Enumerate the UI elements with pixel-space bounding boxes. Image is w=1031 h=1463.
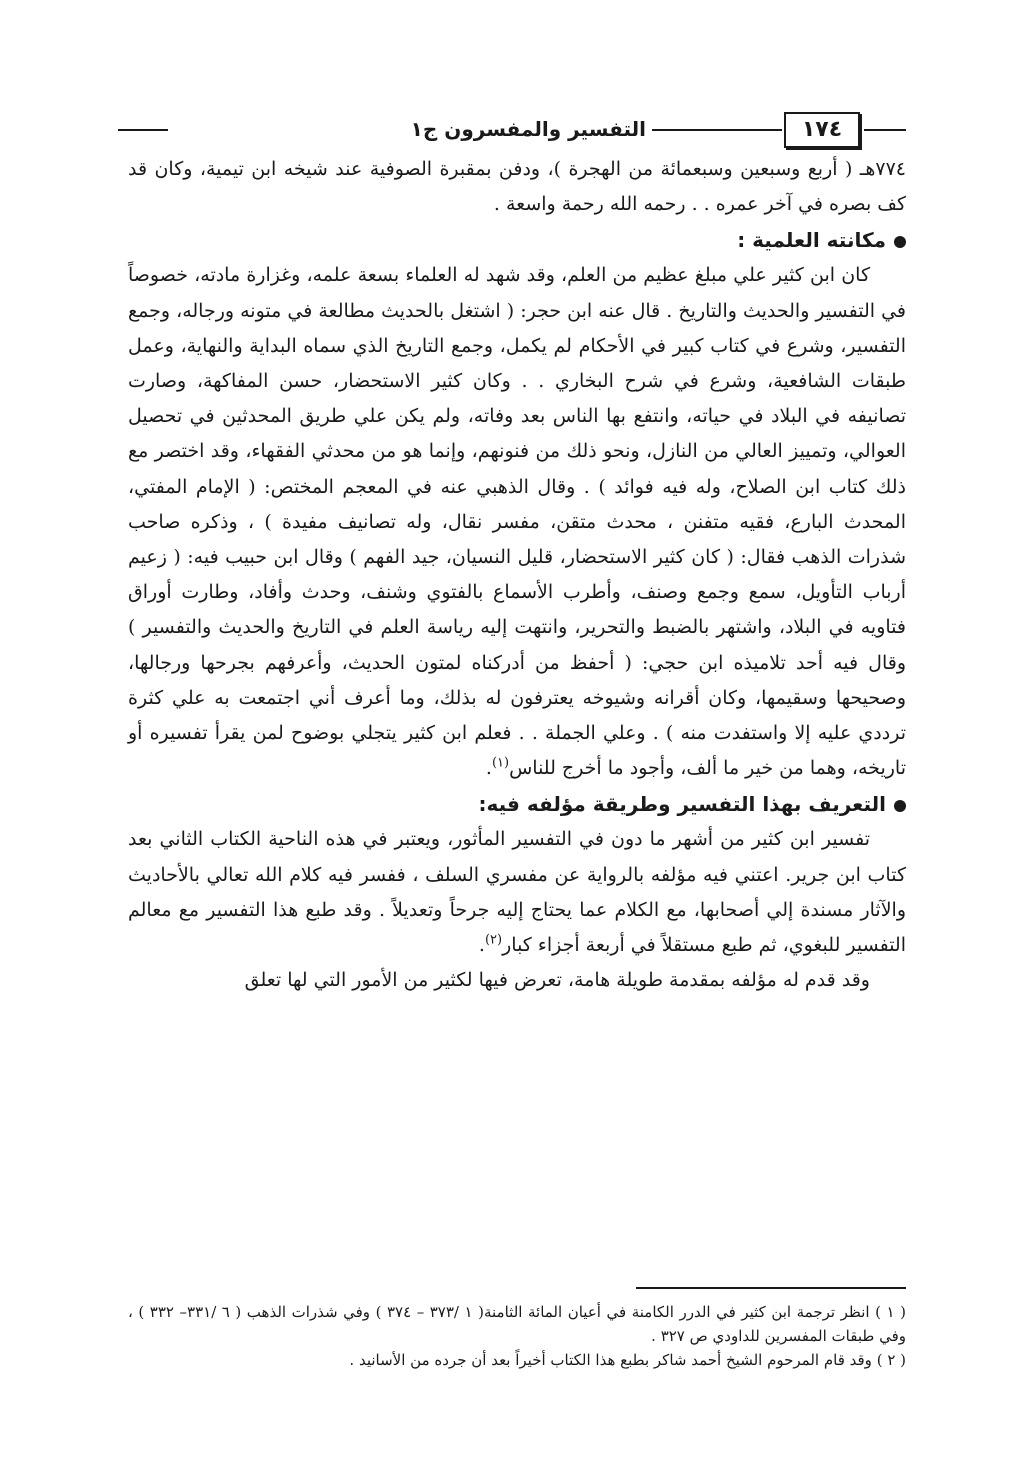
- footnote-ref-2[interactable]: (٢): [484, 932, 503, 948]
- running-header: [118, 112, 906, 148]
- page-body: [128, 152, 906, 998]
- book-title: التفسير والمفسرون ج١: [410, 117, 646, 141]
- section-heading-scholarly-status: [128, 222, 906, 258]
- footnote-2: ( ٢ ) وقد قام المرحوم الشيخ أحمد شاكر بطبع هذا الكتاب أخيراً بعد أن جرده من الأسانيد .: [349, 1351, 906, 1369]
- tafsir-method-paragraph: تفسير ابن كثير من أشهر ما دون في التفسير المأثور، ويعتبر في هذه الناحية الكتاب الثاني بعد كتاب ابن جرير. اعتني فيه مؤلفه بالرواية عن مفسري السلف ، ففسر فيه كلام الله تعالي بالأحاديث والآثار مسندة إلي أصحابها، مع الكلام عما يحتاج إليه جرحاً وتعديلاً . وقد طبع هذا التفسير مع معالم التفسير للبغوي، ثم طبع مستقلاً في أربعة أجزاء كبار$^{(٢)}$.: [128, 828, 906, 957]
- section-heading-text: مكانته العلمية :: [737, 228, 886, 253]
- paragraph-text: كان ابن كثير علي مبلغ عظيم من العلم، وقد شهد له العلماء بسعة علمه، وغزارة مادته، خصوصاً في التفسير والحديث والتاريخ . قال عنه ابن حجر: ( اشتغل بالحديث مطالعة في متونه ورجاله، وجمع التفسير، وشرع في كتاب كبير في الأحكام لم يكمل، وجمع التاريخ الذي سماه البداية والنهاية، وعمل طبقات الشافعية، وشرع في شرح البخاري . . وكان كثير الاستحضار، حسن المفاكهة، وصارت تصانيفه في البلاد في حياته، وانتفع بها الناس بعد وفاته، ولم يكن علي طريق المحدثين في تحصيل العوالي، وتمييز العالي من النازل، ونحو ذلك من فنونهم، وإنما هو من محدثي الفقهاء، وقد اختصر مع ذلك كتاب ابن الصلاح، وله فيه فوائد ) . وقال الذهبي عنه في المعجم المختص: ( الإمام المفتي، المحدث البارع، فقيه متفنن ، محدث متقن، مفسر نقال، وله تصانيف مفيدة ) ، وذكره صاحب شذرات الذهب فقال: ( كان كثير الاستحضار، قليل النسيان، جيد الفهم ) وقال ابن حبيب فيه: ( زعيم أرباب التأويل، سمع وجمع وصنف، وأطرب الأسماع بالفتوي وشنف، وحدث وأفاد، وطارت أوراق فتاويه في البلاد، واشتهر بالضبط والتحرير، وانتهت إليه رياسة العلم في التاريخ والحديث والتفسير ) وقال فيه أحد تلاميذه ابن حجي: ( أحفظ من أدركناه لمتون الحديث، وأعرفهم بجرحها ورجالها، وصحيحها وسقيمها، وكان أقرانه وشيوخه يعترفون له بذلك، وما أعرف أني اجتمعت به علي كثرة ترددي عليه إلا واستفدت منه ) . وعلي الجملة . . فعلم ابن كثير يتجلي بوضوح لمن يقرأ تفسيره أو تاريخه، وهما من خير ما ألف، وأجود ما أخرج للناس: [128, 264, 907, 780]
- page-number: ١٧٤: [784, 112, 860, 148]
- footnote-1: ( ١ ) انظر ترجمة ابن كثير في الدرر الكامنة في أعيان المائة الثامنة( ١ /٣٧٣ – ٣٧٤ ) وفي شذرات الذهب ( ٦ /٣٣١– ٣٣٢ ) ، وفي طبقات المفسرين للداودي ص ٣٢٧ .: [128, 1303, 906, 1345]
- section-heading-text: التعريف بهذا التفسير وطريقة مؤلفه فيه:: [478, 792, 886, 817]
- bullet-icon: [894, 800, 906, 812]
- header-rule-left: [118, 129, 168, 131]
- footnote-divider: [636, 1287, 906, 1289]
- header-rule-right: [864, 129, 906, 131]
- footnotes: [128, 1300, 906, 1372]
- scholarly-status-paragraph: كان ابن كثير علي مبلغ عظيم من العلم، وقد شهد له العلماء بسعة علمه، وغزارة مادته، خصوصاً في التفسير والحديث والتاريخ . قال عنه ابن حجر: ( اشتغل بالحديث مطالعة في متونه ورجاله، وجمع التفسير، وشرع في كتاب كبير في الأحكام لم يكمل، وجمع التاريخ الذي سماه البداية والنهاية، وعمل طبقات الشافعية، وشرع في شرح البخاري . . وكان كثير الاستحضار، حسن المفاكهة، وصارت تصانيفه في البلاد في حياته، وانتفع بها الناس بعد وفاته، ولم يكن علي طريق المحدثين في تحصيل العوالي، وتمييز العالي من النازل، ونحو ذلك من فنونهم، وإنما هو من محدثي الفقهاء، وقد اختصر مع ذلك كتاب ابن الصلاح، وله فيه فوائد ) . وقال الذهبي عنه في المعجم المختص: ( الإمام المفتي، المحدث البارع، فقيه متفنن ، محدث متقن، مفسر نقال، وله تصانيف مفيدة ) ، وذكره صاحب شذرات الذهب فقال: ( كان كثير الاستحضار، قليل النسيان، جيد الفهم ) وقال ابن حبيب فيه: ( زعيم أرباب التأويل، سمع وجمع وصنف، وأطرب الأسماع بالفتوي وشنف، وحدث وأفاد، وطارت أوراق فتاويه في البلاد، واشتهر بالضبط والتحرير، وانتهت إليه رياسة العلم في التاريخ والحديث والتفسير ) وقال فيه أحد تلاميذه ابن حجي: ( أحفظ من أدركناه لمتون الحديث، وأعرفهم بجرحها ورجالها، وصحيحها وسقيمها، وكان أقرانه وشيوخه يعترفون له بذلك، وما أعرف أني اجتمعت به علي كثرة ترددي عليه إلا واستفدت منه ) . وعلي الجملة . . فعلم ابن كثير يتجلي بوضوح لمن يقرأ تفسيره أو تاريخه، وهما من خير ما ألف، وأجود ما أخرج للناس$^{(١)}$.: [128, 264, 907, 780]
- introduction-paragraph: وقد قدم له مؤلفه بمقدمة طويلة هامة، تعرض فيها لكثير من الأمور التي لها تعلق: [244, 969, 870, 992]
- intro-paragraph: ٧٧٤هـ ( أربع وسبعين وسبعمائة من الهجرة )، ودفن بمقبرة الصوفية عند شيخه ابن تيمية، وكان قد كف بصره في آخر عمره . . رحمه الله رحمة واسعة .: [128, 158, 906, 216]
- section-heading-tafsir-method: [128, 786, 906, 822]
- footnote-ref-1[interactable]: (١): [491, 755, 510, 771]
- header-rule-middle: [652, 129, 782, 131]
- paragraph-text: تفسير ابن كثير من أشهر ما دون في التفسير المأثور، ويعتبر في هذه الناحية الكتاب الثاني بعد كتاب ابن جرير. اعتني فيه مؤلفه بالرواية عن مفسري السلف ، ففسر فيه كلام الله تعالي بالأحاديث والآثار مسندة إلي أصحابها، مع الكلام عما يحتاج إليه جرحاً وتعديلاً . وقد طبع هذا التفسير مع معالم التفسير للبغوي، ثم طبع مستقلاً في أربعة أجزاء كبار: [128, 828, 906, 957]
- bullet-icon: [894, 236, 906, 248]
